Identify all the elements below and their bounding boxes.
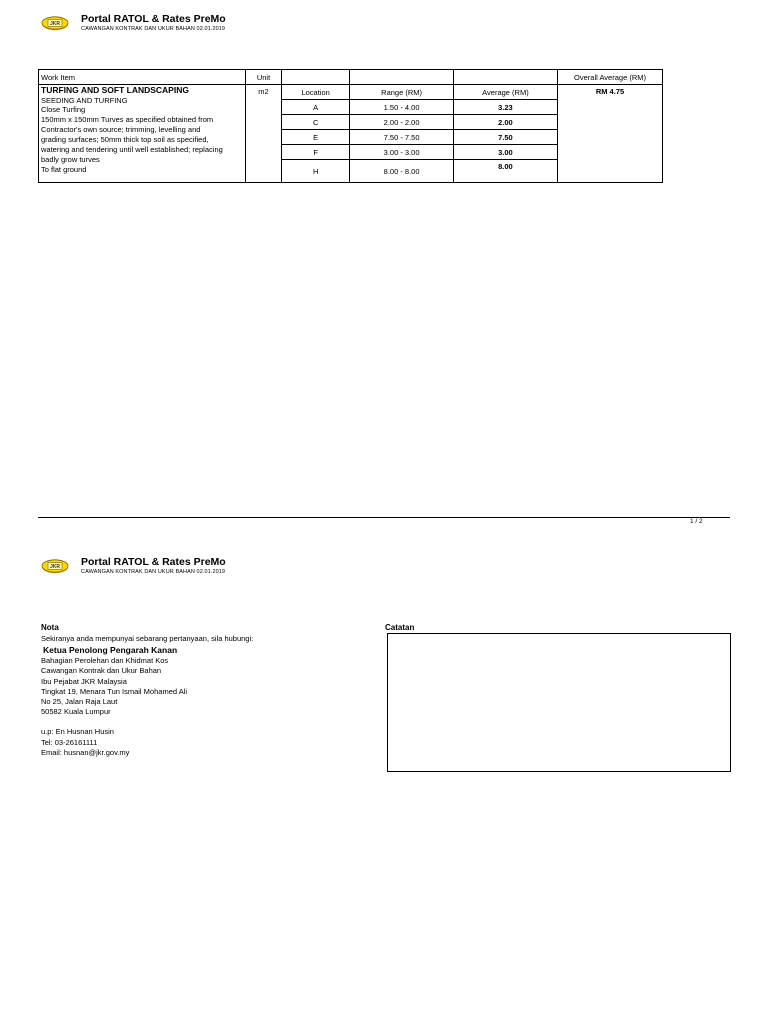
header-unit: Unit [246, 70, 282, 85]
report-subtitle: CAWANGAN KONTRAK DAN UKUR BAHAN 02.01.2019 [81, 26, 226, 32]
location-row [282, 130, 557, 145]
location-row [282, 160, 557, 183]
work-item-title: TURFING AND SOFT LANDSCAPING [41, 85, 189, 95]
location-cell: H [282, 160, 350, 183]
nota-intro: Sekiranya anda mempunyai sebarang pertanyaan, sila hubungi: [41, 634, 254, 643]
address-line: Cawangan Kontrak dan Ukur Bahan [41, 666, 162, 676]
page-number: 1 / 2 [690, 518, 703, 525]
average-cell: 2.00 [453, 115, 557, 130]
subheader-row [282, 85, 557, 100]
nota-section [41, 634, 253, 758]
location-row [282, 100, 557, 115]
report-title: Portal RATOL & Rates PreMo [81, 13, 226, 25]
svg-text:JKR: JKR [49, 21, 61, 27]
svg-text:JKR: JKR [49, 564, 61, 570]
overall-average-value: RM 4.75 [558, 85, 663, 183]
location-breakdown [282, 85, 558, 183]
range-cell: 2.00 - 2.00 [350, 115, 454, 130]
work-item-line: grading surfaces; 50mm thick top soil as specified, [41, 135, 209, 144]
header-overall-average: Overall Average (RM) [558, 70, 663, 85]
range-cell: 3.00 - 3.00 [350, 145, 454, 160]
range-cell: 1.50 - 4.00 [350, 100, 454, 115]
location-cell: E [282, 130, 350, 145]
tel-line: Tel: 03-26161111 [41, 737, 98, 747]
header-blank-2 [350, 70, 454, 85]
address-line: Tingkat 19, Menara Tun Ismail Mohamed Ali [41, 686, 188, 696]
subheader-location: Location [282, 85, 350, 100]
rates-table [38, 69, 663, 183]
location-row [282, 145, 557, 160]
work-item-line: 150mm x 150mm Turves as specified obtained from [41, 115, 214, 124]
work-item-line: Contractor's own source; trimming, levelling and [41, 125, 201, 134]
range-cell: 7.50 - 7.50 [350, 130, 454, 145]
header-blank-3 [454, 70, 558, 85]
catatan-heading: Catatan [385, 623, 415, 632]
work-item-line: SEEDING AND TURFING [41, 96, 128, 105]
average-cell: 8.00 [498, 162, 513, 171]
average-cell: 3.23 [453, 100, 557, 115]
average-cell: 7.50 [453, 130, 557, 145]
location-cell: A [282, 100, 350, 115]
work-item-line: To flat ground [41, 165, 87, 174]
attention-line: u.p: En Husnan Husin [41, 727, 114, 737]
average-cell: 3.00 [453, 145, 557, 160]
work-item-line: badly grow turves [41, 155, 100, 164]
subheader-average: Average (RM) [453, 85, 557, 100]
header-work-item: Work Item [39, 70, 246, 85]
table-row [39, 85, 663, 183]
jkr-logo-icon [41, 558, 69, 574]
location-table [282, 85, 557, 182]
location-cell: C [282, 115, 350, 130]
email-line: Email: husnan@jkr.gov.my [41, 747, 130, 757]
address-line: 50582 Kuala Lumpur [41, 707, 111, 717]
address-line: Bahagian Perolehan dan Khidmat Kos [41, 656, 169, 666]
address-line: No 25, Jalan Raja Laut [41, 697, 118, 707]
header-blank-1 [282, 70, 350, 85]
work-item-line: Close Turfing [41, 105, 86, 114]
address-line: Ibu Pejabat JKR Malaysia [41, 676, 127, 686]
range-cell: 8.00 - 8.00 [350, 160, 454, 183]
page-divider [38, 517, 730, 518]
table-header-row [39, 70, 663, 85]
location-cell: F [282, 145, 350, 160]
catatan-box [387, 633, 731, 772]
report-subtitle: CAWANGAN KONTRAK DAN UKUR BAHAN 02.01.2019 [81, 569, 226, 575]
subheader-range: Range (RM) [350, 85, 454, 100]
jkr-logo-icon [41, 15, 69, 31]
work-item-description [39, 85, 246, 183]
unit-cell: m2 [246, 85, 282, 183]
contact-title: Ketua Penolong Pengarah Kanan [43, 645, 178, 656]
work-item-line: watering and tendering until well established; replacing [41, 145, 223, 154]
location-row [282, 115, 557, 130]
nota-heading: Nota [41, 623, 59, 632]
report-title: Portal RATOL & Rates PreMo [81, 556, 226, 568]
